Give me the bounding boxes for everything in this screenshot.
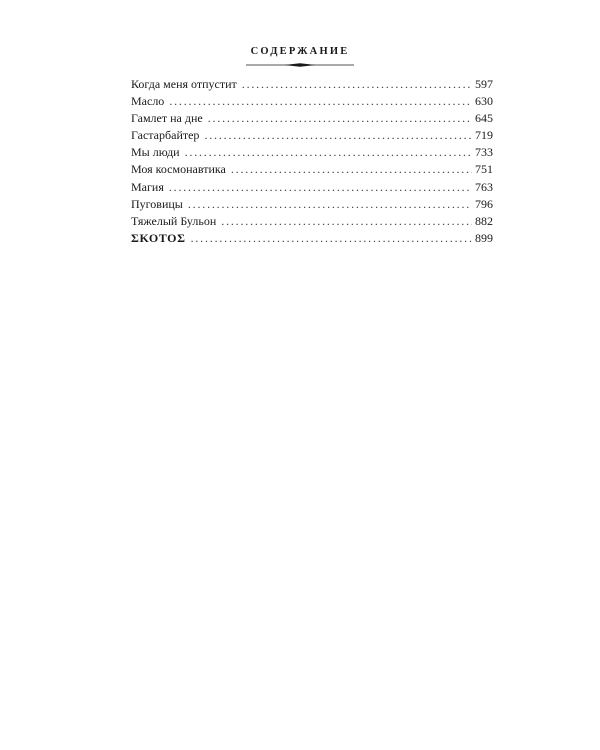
dot-leader — [169, 179, 472, 196]
toc-entry-title: Магия — [131, 179, 164, 194]
toc-entry-page: 630 — [475, 94, 493, 109]
toc-entry — [131, 230, 493, 247]
dot-leader — [191, 230, 472, 247]
toc-entry-page: 597 — [475, 77, 493, 91]
dot-leader — [185, 144, 472, 161]
toc-entry — [131, 144, 493, 161]
toc-entry-title: Когда меня отпустит — [131, 77, 237, 91]
toc-entry-page: 882 — [475, 213, 493, 228]
toc-entry-page: 751 — [475, 162, 493, 177]
dot-leader — [169, 93, 472, 110]
toc-entry-page: 899 — [475, 230, 493, 245]
toc-entry — [131, 179, 493, 196]
toc-entry-title: Мы люди — [131, 145, 180, 160]
toc-entry-page: 645 — [475, 111, 493, 126]
dot-leader — [208, 110, 472, 127]
dot-leader — [242, 76, 472, 93]
toc-entry — [131, 110, 493, 127]
toc-entry-page: 796 — [475, 196, 493, 211]
toc-entry-title: Моя космонавтика — [131, 162, 226, 177]
toc-entry — [131, 93, 493, 110]
toc-entry-title: Тяжелый Бульон — [131, 213, 217, 228]
toc-entry — [131, 161, 493, 178]
toc-entry-page: 733 — [475, 145, 493, 160]
toc-entry-title: Масло — [131, 94, 165, 109]
ornament-divider — [246, 62, 354, 68]
dot-leader — [188, 196, 472, 213]
dot-leader — [231, 161, 472, 178]
toc-entry — [131, 127, 493, 144]
toc-entry — [131, 196, 493, 213]
toc-entry-page: 763 — [475, 179, 493, 194]
table-of-contents — [131, 76, 493, 247]
toc-entry-title: Пуговицы — [131, 196, 183, 211]
toc-entry-page: 719 — [475, 128, 493, 143]
toc-entry — [131, 213, 493, 230]
toc-entry-title: Гамлет на дне — [131, 111, 203, 126]
toc-entry-title: Гастарбайтер — [131, 128, 200, 143]
toc-entry — [131, 76, 493, 93]
dot-leader — [221, 213, 472, 230]
page-title: СОДЕРЖАНИЕ — [250, 46, 350, 57]
toc-entry-title: ΣΚΟΤΟΣ — [131, 230, 186, 245]
dot-leader — [204, 127, 472, 144]
